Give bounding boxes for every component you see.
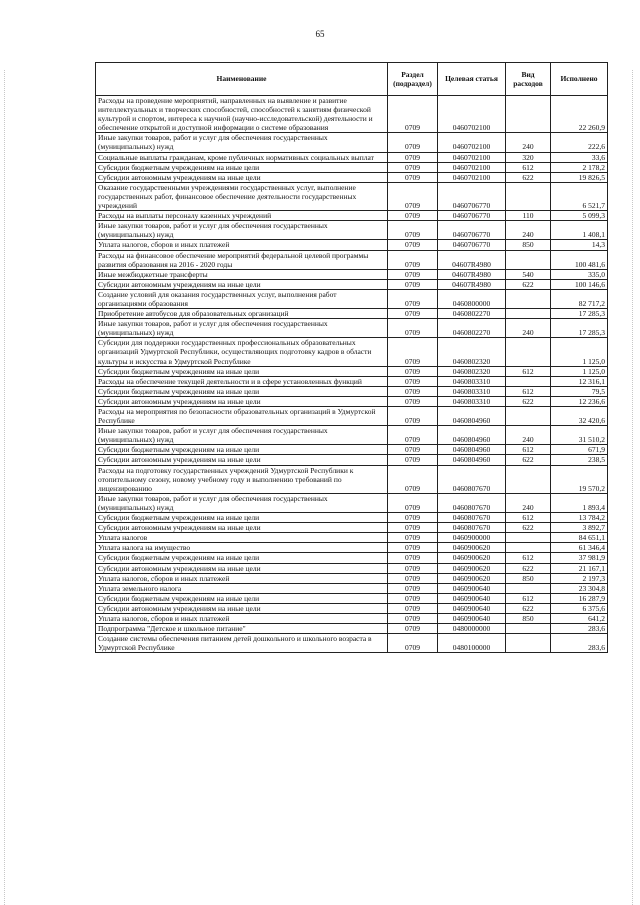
cell-name: Субсидии автономным учреждениям на иные цели [96,172,388,182]
cell-section: 0709 [388,289,438,308]
table-row [96,445,608,455]
cell-name: Субсидии бюджетным учреждениям на иные цели [96,445,388,455]
cell-amount: 238,5 [551,455,608,465]
cell-type: 240 [506,221,551,240]
cell-amount: 6 521,7 [551,182,608,210]
cell-amount: 335,0 [551,269,608,279]
cell-section: 0709 [388,172,438,182]
cell-type: 240 [506,493,551,512]
cell-amount: 283,6 [551,634,608,653]
cell-section: 0709 [388,96,438,133]
cell-section: 0709 [388,455,438,465]
table-row [96,386,608,396]
table-row [96,455,608,465]
cell-type [506,376,551,386]
cell-article: 0460702100 [438,152,506,162]
cell-type [506,533,551,543]
cell-name: Субсидии бюджетным учреждениям на иные цели [96,366,388,376]
cell-article: 0460900620 [438,573,506,583]
table-row [96,172,608,182]
cell-type: 850 [506,573,551,583]
cell-type: 612 [506,553,551,563]
cell-article: 0460900640 [438,603,506,613]
cell-type [506,465,551,493]
cell-name: Субсидии бюджетным учреждениям на иные цели [96,386,388,396]
cell-article: 0460706770 [438,240,506,250]
cell-name: Субсидии бюджетным учреждениям на иные цели [96,162,388,172]
cell-name: Уплата налогов, сборов и иных платежей [96,240,388,250]
cell-type: 240 [506,426,551,445]
cell-type: 612 [506,162,551,172]
cell-section: 0709 [388,240,438,250]
table-row [96,533,608,543]
cell-amount: 2 197,3 [551,573,608,583]
cell-article: 0460900640 [438,583,506,593]
cell-type: 320 [506,152,551,162]
cell-amount: 100 481,6 [551,250,608,269]
cell-name: Иные межбюджетные трансферты [96,269,388,279]
cell-article: 0460803310 [438,396,506,406]
cell-amount: 17 285,3 [551,319,608,338]
cell-article: 0460803310 [438,386,506,396]
right-margin-dots [632,70,634,905]
table-row [96,513,608,523]
cell-article: 0460702100 [438,133,506,152]
cell-section: 0709 [388,573,438,583]
table-row [96,162,608,172]
cell-article: 0460706770 [438,211,506,221]
cell-amount: 1 893,4 [551,493,608,512]
cell-article: 0460800000 [438,289,506,308]
cell-section: 0709 [388,543,438,553]
cell-amount: 61 346,4 [551,543,608,553]
cell-amount: 12 236,6 [551,396,608,406]
cell-type [506,543,551,553]
cell-type: 850 [506,613,551,623]
table-row [96,634,608,653]
cell-article: 0460807670 [438,523,506,533]
table-body [96,96,608,653]
cell-name: Иные закупки товаров, работ и услуг для обеспечения государственных (муниципальных) нужд [96,319,388,338]
cell-name: Приобретение автобусов для образовательных организаций [96,309,388,319]
cell-article: 04607R4980 [438,269,506,279]
cell-type [506,407,551,426]
cell-article: 0480100000 [438,634,506,653]
cell-amount: 2 178,2 [551,162,608,172]
table-row [96,366,608,376]
cell-section: 0709 [388,152,438,162]
cell-article: 0460702100 [438,162,506,172]
header-name: Наименование [96,63,388,96]
left-margin-dots [4,70,6,905]
cell-amount: 14,3 [551,240,608,250]
cell-type [506,96,551,133]
table-row [96,338,608,366]
cell-section: 0709 [388,634,438,653]
cell-name: Создание условий для оказания государственных услуг, выполнения работ организациями образования [96,289,388,308]
cell-section: 0709 [388,366,438,376]
cell-type: 622 [506,455,551,465]
table-row [96,240,608,250]
cell-type [506,182,551,210]
cell-section: 0709 [388,338,438,366]
cell-section: 0709 [388,583,438,593]
cell-amount: 12 316,1 [551,376,608,386]
cell-amount: 37 981,9 [551,553,608,563]
header-section: Раздел (подраздел) [388,63,438,96]
cell-type: 540 [506,269,551,279]
cell-name: Оказание государственными учреждениями государственных услуг, выполнение государственных работ, финансовое обеспечение деятельности государственных учреждений [96,182,388,210]
cell-type [506,583,551,593]
cell-section: 0709 [388,624,438,634]
cell-article: 0480000000 [438,624,506,634]
cell-article: 0460900620 [438,553,506,563]
cell-type: 612 [506,386,551,396]
cell-section: 0709 [388,133,438,152]
cell-type [506,338,551,366]
cell-section: 0709 [388,319,438,338]
cell-name: Субсидии автономным учреждениям на иные цели [96,279,388,289]
cell-section: 0709 [388,445,438,455]
cell-section: 0709 [388,465,438,493]
cell-amount: 671,9 [551,445,608,455]
table-row [96,624,608,634]
cell-name: Субсидии бюджетным учреждениям на иные цели [96,513,388,523]
cell-amount: 1 125,0 [551,338,608,366]
cell-name: Расходы на подготовку государственных учреждений Удмуртской Республики к отопительному сезону, новому учебному году и выполнению требований по лицензированию [96,465,388,493]
cell-type: 110 [506,211,551,221]
cell-article: 0460802320 [438,338,506,366]
table-row [96,493,608,512]
table-row [96,289,608,308]
cell-amount: 33,6 [551,152,608,162]
table-row [96,553,608,563]
cell-amount: 19 570,2 [551,465,608,493]
cell-name: Социальные выплаты гражданам, кроме публичных нормативных социальных выплат [96,152,388,162]
table-row [96,221,608,240]
cell-section: 0709 [388,533,438,543]
cell-article: 0460802270 [438,319,506,338]
cell-name: Расходы на мероприятия по безопасности образовательных организаций в Удмуртской Республике [96,407,388,426]
table-row [96,465,608,493]
cell-type: 622 [506,523,551,533]
cell-name: Субсидии автономным учреждениям на иные цели [96,455,388,465]
table-row [96,603,608,613]
cell-type [506,309,551,319]
table-row [96,543,608,553]
cell-name: Субсидии бюджетным учреждениям на иные цели [96,593,388,603]
cell-article: 0460900640 [438,593,506,603]
cell-name: Создание системы обеспечения питанием детей дошкольного и школьного возраста в Удмуртской Республике [96,634,388,653]
cell-name: Уплата налогов, сборов и иных платежей [96,613,388,623]
cell-article: 0460900620 [438,543,506,553]
cell-section: 0709 [388,553,438,563]
table-row [96,563,608,573]
cell-type: 622 [506,563,551,573]
cell-amount: 6 375,6 [551,603,608,613]
cell-amount: 1 125,0 [551,366,608,376]
table-row [96,407,608,426]
cell-type [506,250,551,269]
table-row [96,182,608,210]
cell-name: Расходы на финансовое обеспечение мероприятий федеральной целевой программы развития образования на 2016 - 2020 годы [96,250,388,269]
cell-section: 0709 [388,250,438,269]
cell-section: 0709 [388,279,438,289]
cell-section: 0709 [388,309,438,319]
cell-type: 622 [506,396,551,406]
cell-amount: 1 408,1 [551,221,608,240]
cell-type: 622 [506,279,551,289]
cell-section: 0709 [388,221,438,240]
cell-section: 0709 [388,386,438,396]
cell-name: Субсидии автономным учреждениям на иные цели [96,523,388,533]
cell-amount: 13 784,2 [551,513,608,523]
cell-amount: 222,6 [551,133,608,152]
cell-type: 240 [506,133,551,152]
cell-article: 0460900620 [438,563,506,573]
budget-table [95,62,608,653]
cell-article: 0460803310 [438,376,506,386]
cell-section: 0709 [388,513,438,523]
cell-article: 0460807670 [438,493,506,512]
cell-article: 0460802320 [438,366,506,376]
cell-amount: 79,5 [551,386,608,396]
table-row [96,211,608,221]
header-article: Целевая статья [438,63,506,96]
cell-name: Субсидии для поддержки государственных профессиональных образовательных организаций Удмуртской Республики, осуществляющих подготовку кадров в области культуры и искусства в Удмуртской Республике [96,338,388,366]
cell-section: 0709 [388,211,438,221]
cell-article: 0460900000 [438,533,506,543]
cell-article: 0460804960 [438,407,506,426]
cell-article: 0460706770 [438,221,506,240]
table-row [96,573,608,583]
cell-name: Расходы на обеспечение текущей деятельности и в сфере установленных функций [96,376,388,386]
cell-amount: 641,2 [551,613,608,623]
cell-amount: 3 892,7 [551,523,608,533]
cell-amount: 84 651,1 [551,533,608,543]
cell-article: 0460807670 [438,465,506,493]
cell-name: Уплата налогов, сборов и иных платежей [96,573,388,583]
table-row [96,133,608,152]
cell-article: 0460802270 [438,309,506,319]
cell-section: 0709 [388,493,438,512]
cell-article: 0460702100 [438,96,506,133]
cell-article: 0460804960 [438,426,506,445]
header-amount: Исполнено [551,63,608,96]
cell-article: 04607R4980 [438,279,506,289]
cell-type: 612 [506,445,551,455]
cell-amount: 16 287,9 [551,593,608,603]
cell-article: 0460807670 [438,513,506,523]
cell-section: 0709 [388,563,438,573]
table-row [96,523,608,533]
cell-type: 612 [506,593,551,603]
cell-section: 0709 [388,613,438,623]
cell-section: 0709 [388,426,438,445]
cell-name: Субсидии автономным учреждениям на иные цели [96,396,388,406]
cell-section: 0709 [388,182,438,210]
cell-amount: 21 167,1 [551,563,608,573]
cell-type: 622 [506,603,551,613]
table-header-row [96,63,608,96]
cell-amount: 23 304,8 [551,583,608,593]
cell-name: Иные закупки товаров, работ и услуг для обеспечения государственных (муниципальных) нужд [96,221,388,240]
cell-article: 0460702100 [438,172,506,182]
cell-name: Уплата земельного налога [96,583,388,593]
cell-article: 0460706770 [438,182,506,210]
cell-name: Иные закупки товаров, работ и услуг для обеспечения государственных (муниципальных) нужд [96,426,388,445]
cell-name: Иные закупки товаров, работ и услуг для обеспечения государственных (муниципальных) нужд [96,493,388,512]
cell-name: Уплата налогов [96,533,388,543]
cell-type: 612 [506,513,551,523]
cell-section: 0709 [388,376,438,386]
table-row [96,279,608,289]
cell-section: 0709 [388,593,438,603]
cell-article: 0460804960 [438,455,506,465]
cell-article: 0460900640 [438,613,506,623]
cell-name: Расходы на выплаты персоналу казенных учреждений [96,211,388,221]
cell-name: Иные закупки товаров, работ и услуг для обеспечения государственных (муниципальных) нужд [96,133,388,152]
cell-section: 0709 [388,523,438,533]
table-row [96,152,608,162]
cell-name: Уплата налога на имущество [96,543,388,553]
cell-name: Подпрограмма "Детское и школьное питание" [96,624,388,634]
cell-name: Субсидии автономным учреждениям на иные цели [96,603,388,613]
table-row [96,613,608,623]
cell-section: 0709 [388,407,438,426]
cell-amount: 283,6 [551,624,608,634]
cell-amount: 31 510,2 [551,426,608,445]
header-type: Вид расходов [506,63,551,96]
table-row [96,396,608,406]
cell-article: 04607R4980 [438,250,506,269]
cell-name: Субсидии автономным учреждениям на иные цели [96,563,388,573]
cell-name: Субсидии бюджетным учреждениям на иные цели [96,553,388,563]
cell-amount: 5 099,3 [551,211,608,221]
cell-section: 0709 [388,603,438,613]
cell-type [506,289,551,308]
cell-article: 0460804960 [438,445,506,455]
table-row [96,319,608,338]
cell-type: 622 [506,172,551,182]
cell-amount: 32 420,6 [551,407,608,426]
cell-section: 0709 [388,396,438,406]
table-row [96,583,608,593]
table-row [96,426,608,445]
cell-section: 0709 [388,162,438,172]
cell-amount: 19 826,5 [551,172,608,182]
cell-section: 0709 [388,269,438,279]
cell-amount: 17 285,3 [551,309,608,319]
table-row [96,96,608,133]
cell-type [506,634,551,653]
table-row [96,250,608,269]
cell-type: 612 [506,366,551,376]
table-row [96,269,608,279]
table-row [96,593,608,603]
cell-amount: 22 260,9 [551,96,608,133]
cell-type: 240 [506,319,551,338]
cell-amount: 82 717,2 [551,289,608,308]
cell-type: 850 [506,240,551,250]
cell-name: Расходы на проведение мероприятий, направленных на выявление и развитие интеллектуальных и творческих способностей, способностей к занятиям физической культурой и спортом, интереса к научной (научно-исследовательской) деятельности и обеспечение открытой и доступной информации о системе образования [96,96,388,133]
page-number: 65 [315,29,325,39]
cell-type [506,624,551,634]
table-row [96,309,608,319]
table-row [96,376,608,386]
cell-amount: 100 146,6 [551,279,608,289]
